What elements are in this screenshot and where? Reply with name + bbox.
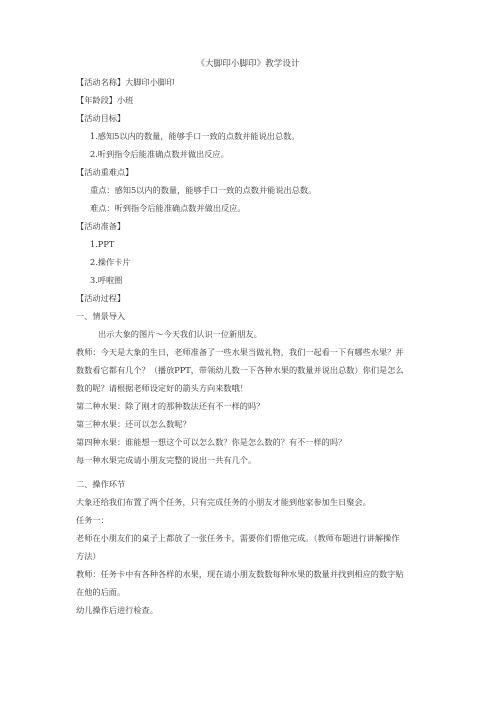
heading-process: 【活动过程】 [76,293,126,303]
difficult-point: 难点：听到指令后能准确点数并做出反应。 [90,203,246,213]
prep-item-3: 3.呼啦圈 [90,275,123,285]
paragraph: 在他的后面。 [76,587,126,597]
paragraph: 方法） [76,551,101,561]
age-group: 【年龄段】小班 [76,95,134,105]
paragraph: 第四种水果：谁能想一想这个可以怎么数？你是怎么数的？有不一样的吗？ [76,437,347,447]
prep-item-2: 2.操作卡片 [90,257,131,267]
paragraph: 数数看它都有几个？（播放PPT，带领幼儿数一下各种水果的数量并说出总数）你们是怎么 [76,365,404,375]
heading-goals: 【活动目标】 [76,113,126,123]
section-2-heading: 二、操作环节 [76,479,126,489]
paragraph: 第三种水果：还可以怎么数呢？ [76,419,191,429]
goal-item-1: 1.感知5以内的数量，能够手口一致的点数并能说出总数。 [90,131,300,141]
prep-item-1: 1.PPT [90,239,115,249]
heading-key-points: 【活动重难点】 [76,167,134,177]
activity-name: 【活动名称】大脚印小脚印 [76,77,175,87]
paragraph: 大象还给我们布置了两个任务，只有完成任务的小朋友才能到他家参加生日聚会。 [76,497,371,507]
heading-preparation: 【活动准备】 [76,221,126,231]
paragraph: 第二种水果：除了刚才的那种数法还有不一样的吗？ [76,401,265,411]
paragraph: 教师：任务卡中有各种各样的水果，现在请小朋友数数每种水果的数量并找到相应的数字贴 [76,569,404,579]
task-one-label: 任务一： [76,515,109,525]
document-title: 《大脚印小脚印》教学设计 [196,59,300,69]
section-1-heading: 一、情景导入 [76,311,126,321]
paragraph: 幼儿操作后进行检查。 [76,605,158,615]
paragraph: 出示大象的图片～今天我们认识一位新朋友。 [98,329,262,339]
paragraph: 数的呢？请根据老师设定好的箭头方向来数哦！ [76,383,248,393]
paragraph: 每一种水果完成请小朋友完整的说出一共有几个。 [76,455,257,465]
paragraph: 老师在小朋友们的桌子上都放了一张任务卡，需要你们帮他完成。（教师布题进行讲解操作 [76,533,400,543]
paragraph: 教师：今天是大象的生日，老师准备了一些水果当做礼物，我们一起看一下有哪些水果？并 [76,347,404,357]
goal-item-2: 2.听到指令后能准确点数并做出反应。 [90,149,229,159]
key-point: 重点：感知5以内的数量，能够手口一致的点数并能说出总数。 [90,185,317,195]
